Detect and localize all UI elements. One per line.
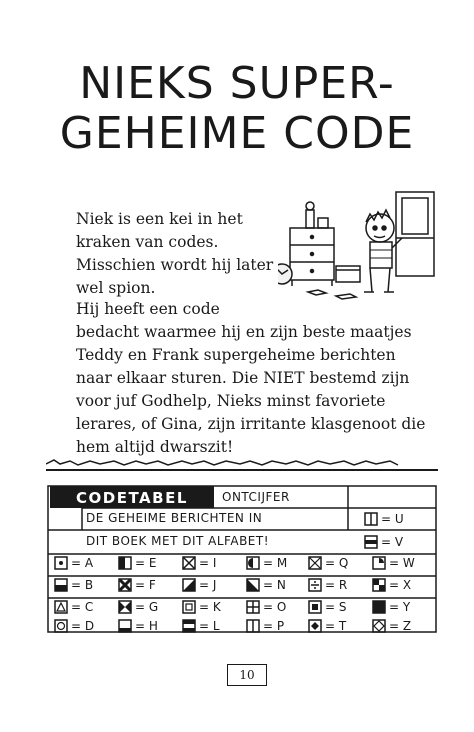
symbol-x: = X: [372, 578, 411, 592]
square-bars-icon: [182, 619, 196, 633]
symbol-i: = I: [182, 556, 216, 570]
square-diamond-icon: [308, 619, 322, 633]
symbol-d: = D: [54, 619, 94, 633]
instruction-line-1: ONTCIJFER: [222, 490, 290, 504]
symbol-s: = S: [308, 600, 347, 614]
square-plus-icon: [246, 600, 260, 614]
square-circle-icon: [54, 619, 68, 633]
square-x-filled-icon: [118, 578, 132, 592]
square-dot-icon: [54, 556, 68, 570]
symbol-t: = T: [308, 619, 346, 633]
instruction-line-2: DE GEHEIME BERICHTEN IN: [86, 511, 263, 525]
symbol-a: = A: [54, 556, 93, 570]
symbol-p: = P: [246, 619, 284, 633]
symbol-n: = N: [246, 578, 286, 592]
symbol-c: = C: [54, 600, 93, 614]
square-outline-diamond-icon: [372, 619, 386, 633]
square-diagonal-icon: [182, 578, 196, 592]
symbol-y: = Y: [372, 600, 410, 614]
body-paragraph-first-line: Hij heeft een code: [76, 300, 220, 318]
title-line-1: NIEKS SUPER-: [79, 58, 395, 109]
symbol-v: [364, 535, 403, 549]
symbol-z: = Z: [372, 619, 411, 633]
square-left-half-icon: [118, 556, 132, 570]
codetabel-label: CODETABEL: [76, 489, 188, 507]
symbol-u: [364, 512, 404, 526]
square-envelope-icon: [308, 556, 322, 570]
square-outline-triangle-icon: [54, 600, 68, 614]
boy-at-window-illustration: [278, 188, 446, 308]
square-divide-icon: [308, 578, 322, 592]
symbol-q: = Q: [308, 556, 348, 570]
intro-paragraph: Niek is een kei in het kraken van codes. Misschien wordt hij later wel spion.: [76, 210, 274, 297]
code-table-panel: [46, 458, 440, 636]
square-bottom-half-icon: [54, 578, 68, 592]
symbol-r: = R: [308, 578, 347, 592]
symbol-g: = G: [118, 600, 158, 614]
square-horizontal-bar-icon: [364, 535, 378, 549]
square-vertical-split-icon: [364, 512, 378, 526]
page-number: 10: [227, 664, 267, 686]
symbol-u-letter: = U: [381, 512, 404, 526]
symbol-h: = H: [118, 619, 158, 633]
symbol-m: = M: [246, 556, 287, 570]
symbol-w: = W: [372, 556, 415, 570]
square-half-circle-icon: [246, 556, 260, 570]
symbol-f: = F: [118, 578, 156, 592]
square-checker-icon: [372, 578, 386, 592]
body-paragraph-rest: bedacht waarmee hij en zijn beste maatjes Teddy en Frank supergeheime berichten naar elkaar sturen. Die NIET bestemd zijn voor juf Godhelp, Nieks minst favoriete lerares, of Gina, zijn irritante klasgenoot die hem altijd dwarszit!: [76, 323, 426, 456]
square-vertical-line-icon: [246, 619, 260, 633]
square-cross-icon: [182, 556, 196, 570]
square-inner-square-icon: [182, 600, 196, 614]
symbol-j: = J: [182, 578, 216, 592]
square-hourglass-icon: [118, 600, 132, 614]
symbol-o: = O: [246, 600, 286, 614]
square-triangle-icon: [246, 578, 260, 592]
square-filled-dot-icon: [308, 600, 322, 614]
symbol-e: = E: [118, 556, 156, 570]
body-paragraph: [76, 298, 426, 459]
symbol-k: = K: [182, 600, 221, 614]
symbol-b: = B: [54, 578, 93, 592]
title-line-2: GEHEIME CODE: [59, 108, 415, 159]
square-filled-icon: [372, 600, 386, 614]
symbol-v-letter: = V: [381, 535, 404, 549]
square-bottom-bar-icon: [118, 619, 132, 633]
square-quarter-circle-icon: [372, 556, 386, 570]
instruction-line-3: DIT BOEK MET DIT ALFABET!: [86, 534, 270, 548]
symbol-l: = L: [182, 619, 220, 633]
